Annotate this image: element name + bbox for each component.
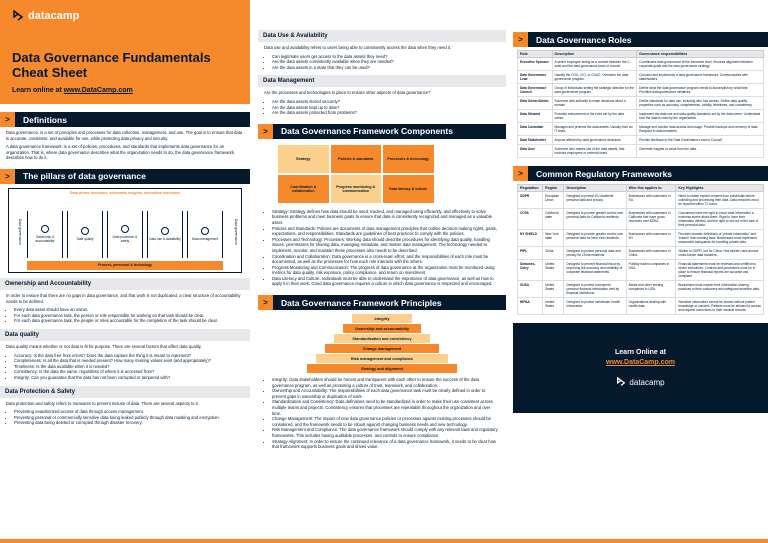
table-header: Governance responsibilities (637, 51, 764, 58)
table-cell: Sarbanes-Oxley (518, 260, 543, 281)
table-cell: Sensitive information cannot be shared without patient knowledge or consent. Patients must be allowed to access and request corrections to their medical records. (676, 298, 764, 315)
section-roles (513, 32, 768, 47)
pillars-columns (27, 211, 223, 258)
list-item: • Change Management: The impact of new data governance policies or processes against existing processes should be considered, and the framework needs to be robust against changing business needs and new technology. (272, 416, 500, 427)
list-item: • Integrity: Can you guarantee that the data has not been corrupted or tampered with? (14, 375, 244, 381)
datacamp-logo-icon (616, 377, 626, 387)
list-item: • Timeliness: Is the data available when it is needed? (14, 364, 244, 370)
pyramid-level: Risk management and compliance (316, 354, 448, 363)
quality-list (14, 353, 244, 381)
table-cell: Chooses and implements a data governance framework. Communicates with stakeholders. (637, 71, 764, 84)
management-list (272, 99, 500, 116)
table-row (518, 58, 764, 71)
table-cell: Banks and other lending companies in USA. (626, 281, 676, 298)
table-cell: Data Custodian (518, 123, 553, 136)
table-row (518, 145, 764, 158)
component-cell: Strategy (278, 145, 329, 173)
regulatory-table-body (518, 192, 764, 315)
table-cell: GDPR (518, 192, 543, 209)
table-cell: United States (543, 260, 564, 281)
learn-online (12, 87, 238, 94)
table-cell: NY SHIELD (518, 230, 543, 247)
brand-name: datacamp (629, 377, 665, 387)
table-cell: Similar to GDPR, but for China. Has stricter rules around cross-border data transfers. (676, 247, 764, 260)
pillar-label: Data use & availability (149, 237, 181, 242)
list-item: • Completeness: Is all the data that is needed present? How many missing values exist (and appropriately)? (14, 358, 244, 364)
section-definitions (0, 112, 250, 127)
table-cell: Designed to prevent financial fraud by improving the accuracy and reliability of corporate financial statements. (564, 260, 626, 281)
table-cell: Designed to protect individuals' health information. (564, 298, 626, 315)
section-title: Data Governance Framework Principles (281, 297, 442, 308)
table-row (518, 247, 764, 260)
pillar (107, 211, 143, 258)
table-cell: Designed to provide greater control over personal data for California residents. (564, 209, 626, 230)
column-right (513, 0, 768, 413)
table-cell: Designed to protect EU residents' personal data and privacy. (564, 192, 626, 209)
list-item: • Policies and Standards: Policies are documents of data management principles that outline decision-making rights, goals, expectations, and responsibilities. Standards are guidelines of best practices to comply with the policies. (272, 226, 500, 237)
use-text: Data use and availability refers to users being able to consistently access the data when they need it. (264, 45, 452, 50)
table-cell: Businesses with customers in EU. (626, 192, 676, 209)
list-item: • Integrity: Data stakeholders should be honest and transparent with each other to ensure the success of the data governance program, as well as promoting a culture of trust, teamwork, and collaboration. (272, 377, 500, 388)
table-row (518, 123, 764, 136)
chevron-right-icon: > (258, 295, 273, 310)
table-cell: Designed to protect consumers' personal financial information held by financial institutions. (564, 281, 626, 298)
pyramid-level: Ownership and accountability (343, 324, 421, 333)
section-regulatory (513, 166, 768, 181)
section-title: Common Regulatory Frameworks (536, 168, 673, 179)
list-item: • Processes and Technology: Processes: Working data should describe procedures for identifying data quality, handling issues, permissions for sharing data, managing metadata, and master data management. The technology needed to implement, monitor, and maintain these processes also needs to be described. (272, 237, 500, 254)
page-title: Data Governance Fundamentals Cheat Sheet (12, 50, 211, 80)
database-icon (201, 227, 209, 235)
table-cell: Need to obtain explicit consent from individuals before collecting and processing their data. Data breaches must be reported within 72 hours. (676, 192, 764, 209)
components-grid (278, 145, 486, 203)
section-title: Data Governance Roles (536, 34, 632, 45)
list-item: • Preventing unauthorized access of data through access management. (14, 409, 244, 415)
pillar-label: Data management (191, 237, 219, 242)
components-list (272, 209, 500, 287)
datacamp-link[interactable]: www.DataCamp.com (63, 87, 133, 94)
table-cell: Designed to provide greater control over personal data for New York residents. (564, 230, 626, 247)
table-header: Role (518, 51, 553, 58)
pillar-label: Data quality (76, 237, 94, 242)
list-item: • Preventing data being deleted or corrupted through disaster recovery. (14, 420, 244, 426)
list-item: • Coordination and Collaboration: Data governance is a cross-team effort, and the responsibilities of each role must be documented, as well as the processes for how each role interacts with the others. (272, 254, 500, 265)
list-item: • Strategy: Strategy defines how data should be used, tracked, and managed using efficiently, and effectively to solve business problems and meet business goals to ensure that data is consistently recognized and managed as a valuable asset. (272, 209, 500, 226)
roles-table-body (518, 58, 764, 158)
table-header: Region (543, 185, 564, 192)
chevron-right-icon: > (0, 169, 15, 184)
ownership-text: In order to ensure that there are no gaps in data governance, and that work is not duplicated, a clear structure of accountability needs to be defined. (6, 292, 241, 304)
table-header: Key Highlights (676, 185, 764, 192)
table-header: Who this applies to (626, 185, 676, 192)
table-cell: Businesses must explain their information-sharing practices to their customers and safeguard sensitive data. (676, 281, 764, 298)
table-cell: CCPA (518, 209, 543, 230)
bottom-accent-bar (0, 539, 768, 543)
ownership-heading: Ownership and Accountability (0, 278, 250, 290)
list-item: • For each data governance task, the people or roles accountable for the completion of the task should be clear. (14, 318, 244, 324)
list-item: • For each data governance task, the person or role responsible for working on that task should be clear. (14, 313, 244, 319)
component-cell: Processes & technology (383, 145, 434, 173)
pillar (147, 211, 183, 258)
table-cell: Usually the CDO, CIO, or CDAO. Oversees the data governance program. (552, 71, 637, 84)
use-heading: Data Use & Availability (258, 30, 506, 42)
table-cell: Executive Sponsor (518, 58, 553, 71)
shield-icon (121, 225, 129, 233)
table-cell: China (543, 247, 564, 260)
chevron-right-icon: > (513, 32, 528, 47)
table-cell: Businesses with customers in California that have gross revenues over $25M. (626, 209, 676, 230)
pyramid-level: Integrity (352, 314, 412, 323)
definition-governance: Data governance: is a set of principles and processes for data collection, management, and use. The goal is to ensure that data is accurate, consistent, and available for use, while protecting data privacy and security. (6, 130, 243, 141)
protection-list (14, 409, 244, 426)
quality-text: Data quality means whether or not data is fit for purpose. There are several factors that affect data quality. (6, 343, 202, 349)
hero-banner (0, 0, 250, 104)
table-cell: Data Stakeholder (518, 136, 553, 145)
column-middle (258, 0, 506, 452)
pillar (27, 211, 63, 258)
table-cell: HIPAA (518, 298, 543, 315)
table-row (518, 298, 764, 315)
list-item: • Progress Monitoring and Communication: The progress of data governance at the organization must be monitored using metrics for data quality, risk exposure, policy compliance, and return on investment. (272, 265, 500, 276)
table-cell: Define standards for data use, including who has access. Define data quality properties such as accuracy, completeness, validity, timeliness, and consistency. (637, 97, 764, 110)
table-cell: Data Steward (518, 110, 553, 123)
use-list (272, 54, 500, 71)
table-row (518, 230, 764, 247)
table-header: Regulation (518, 185, 543, 192)
management-text: Are the processes and technologies in place to ensure other aspects of data governance? (264, 90, 431, 96)
quality-icon (81, 227, 89, 235)
list-item: • Are the data assets stored securely? (272, 99, 500, 105)
list-item: • Are the data assets consistently available when they are needed? (272, 59, 500, 65)
principles-list (272, 377, 500, 450)
pyramid-level: Standardization and consistency (334, 334, 430, 343)
principles-pyramid (307, 314, 457, 373)
roles-table (517, 50, 764, 158)
list-item: • Can legitimate users get access to the data assets they need? (272, 54, 500, 60)
table-cell: Businesses with customers in China. (626, 247, 676, 260)
ownership-icon (41, 225, 49, 233)
regulatory-table (517, 184, 764, 315)
pillar-label: Ownership & accountability (35, 235, 55, 244)
table-cell: Provide feedback to the Data Governance Lead or Council. (637, 136, 764, 145)
table-cell: Provides enforcement of the rules set by the data owner. (552, 110, 637, 123)
component-cell: Data literacy & culture (383, 175, 434, 203)
quality-heading: Data quality (0, 329, 250, 341)
table-cell: Group of individuals setting the strategic direction for the data governance program. (552, 84, 637, 97)
list-item: • Data Literacy and Culture: Individuals must be able to understand the importance of data governance, as well as how to apply it in their work. Good data governance requires a culture in which data governance is respected and encouraged. (272, 276, 500, 287)
cta-link[interactable]: www.DataCamp.com (606, 359, 675, 366)
table-cell: European Union (543, 192, 564, 209)
table-cell: Businesses with customers in NY. (626, 230, 676, 247)
table-cell: Implement the data use and data quality standards set by the data owner. Understand how the data is used by the organization. (637, 110, 764, 123)
list-item: • Every data asset should have an owner. (14, 307, 244, 313)
table-row (518, 84, 764, 97)
learn-prefix: Learn online at (12, 87, 64, 94)
section-pillars (0, 169, 250, 184)
chevron-right-icon: > (0, 112, 15, 127)
pillars-right-label: Data governance (234, 218, 238, 245)
definition-framework: A data governance framework: is a set of policies, procedures, and standards that implements data governance for an organization. That is, where data governance describes what the organization needs to do, the data governance framework describes how to do it. (6, 144, 235, 161)
table-header: Description (552, 51, 637, 58)
table-cell: Publicly traded companies in USA. (626, 260, 676, 281)
protection-text: Data protection and safety refers to measures to prevent misuse of data. There are several aspects to it. (6, 400, 199, 406)
table-cell: Data Governance Lead (518, 71, 553, 84)
list-item: • Standardization and Consistency: Data definitions need to be standardized in order to make their use consistent across multiple teams and projects. Consistency ensures that processes are repeatable throughout the organization and over time. (272, 399, 500, 416)
table-cell: Provides broader definitions of 'private information' and 'breach' than existing laws. Businesses must implement reasonable safeguards for handling private data. (676, 230, 764, 247)
pyramid-level: Strategy and alignment (307, 364, 457, 373)
component-cell: Progress monitoring & communication (331, 175, 382, 203)
table-cell: GLBA (518, 281, 543, 298)
section-title: Data Governance Framework Components (281, 126, 453, 137)
table-cell: Someone with authority to make decisions about a domain. (552, 97, 637, 110)
table-cell: Manage and monitor data access and usage. Provide backups and recovery of data. Respond to data breaches. (637, 123, 764, 136)
table-cell: Anyone affected by data governance decisions. (552, 136, 637, 145)
brand-name: datacamp (28, 10, 80, 22)
table-cell: New York state (543, 230, 564, 247)
management-heading: Data Management (258, 75, 506, 87)
table-row (518, 97, 764, 110)
table-row (518, 260, 764, 281)
section-title: The pillars of data governance (23, 171, 146, 182)
cta-heading: Learn Online at (615, 349, 666, 356)
table-cell: Consumers have the right to know what information a business stores about them. Right to have their information deleted, and the right to opt out of the sale of their personal data. (676, 209, 764, 230)
table-cell: Manages and protects the data assets. Usually from an IT team. (552, 123, 637, 136)
chevron-right-icon: > (513, 166, 528, 181)
table-cell: Define what the data governance program needs to accomplish by what time. Prioritize data governance initiatives. (637, 84, 764, 97)
component-cell: Policies & standards (331, 145, 382, 173)
table-header: Description (564, 185, 626, 192)
table-row (518, 71, 764, 84)
pillars-diagram (8, 188, 242, 273)
list-item: • Ownership and Accountability: The responsibilities of each data governance task must be clearly defined in order to prevent gaps in ownership or duplication of work. (272, 388, 500, 399)
pillars-left-label: Data governance (18, 218, 22, 245)
pillars-roof-label: Data-driven decisions, actionable insights, innovation outcomes (69, 190, 181, 195)
list-item: • Strategy Alignment: In order to ensure the continued relevance of a data governance framework, it needs to be clear how that framework supports business goals and drives value. (272, 439, 500, 450)
table-cell: Data Owner/Admin (518, 97, 553, 110)
component-cell: Coordination & collaboration (278, 175, 329, 203)
pillar (187, 211, 223, 258)
table-cell: Data User (518, 145, 553, 158)
cta-logo (616, 377, 664, 387)
chevron-right-icon: > (258, 124, 273, 139)
table-row (518, 136, 764, 145)
table-cell: Financial statements must be reviewed and certified by senior executives. Controls and procedures must be in place to ensure financial reports are accurate and compliant. (676, 260, 764, 281)
usage-icon (161, 227, 169, 235)
list-item: • Accuracy: Is the data free from errors? Does the data capture the thing it is meant to represent? (14, 353, 244, 359)
datacamp-logo (12, 10, 238, 22)
list-item: • Risk Management and Compliance: The data governance framework should comply with any relevant laws and regulatory frameworks. This includes having auditable processes, and controls to ensure compliance. (272, 427, 500, 438)
pillar-label: Data protection & safety (112, 235, 138, 244)
section-title: Definitions (23, 114, 67, 125)
table-cell: Coordinates data governance at the executive level. Ensures alignment between corporate goals and the data governance strategy. (637, 58, 764, 71)
section-principles (258, 295, 506, 310)
table-cell: Someone who makes use of the data assets, that includes employees or external users. (552, 145, 637, 158)
table-header-row (518, 51, 764, 58)
section-components (258, 124, 506, 139)
datacamp-logo-icon (12, 10, 24, 22)
table-cell: California state (543, 209, 564, 230)
table-cell: United States (543, 298, 564, 315)
pillars-base-label: Process, personnel & technology (27, 261, 223, 270)
table-cell: United States (543, 281, 564, 298)
table-row (518, 281, 764, 298)
list-item: • Consistency: Is the data the same, regardless of where it is accessed from? (14, 369, 244, 375)
ownership-list (14, 307, 244, 324)
table-row (518, 209, 764, 230)
list-item: • Are the data assets in a state that they can be used? (272, 65, 500, 71)
table-cell: PIPL (518, 247, 543, 260)
pyramid-level: Change management (325, 344, 439, 353)
pillar (67, 211, 103, 258)
table-header-row (518, 185, 764, 192)
table-cell: Organizations dealing with health data. (626, 298, 676, 315)
table-row (518, 110, 764, 123)
protection-heading: Data Protection & Safety (0, 386, 250, 398)
table-cell: Generate insights or value from the data. (637, 145, 764, 158)
table-cell: Data Governance Council (518, 84, 553, 97)
list-item: • Preventing personal or commercially sensitive data being leaked publicly through data masking and encryption. (14, 415, 244, 421)
table-cell: A senior employee acting as a contact between the C-suite and the data governance team or council. (552, 58, 637, 71)
table-row (518, 192, 764, 209)
cta-panel (513, 323, 768, 413)
table-cell: Designed to protect personal data and privacy for China residents. (564, 247, 626, 260)
column-left (0, 0, 250, 543)
list-item: • Are the data assets kept up to date? (272, 105, 500, 111)
list-item: • Are the data assets protected from problems? (272, 110, 500, 116)
